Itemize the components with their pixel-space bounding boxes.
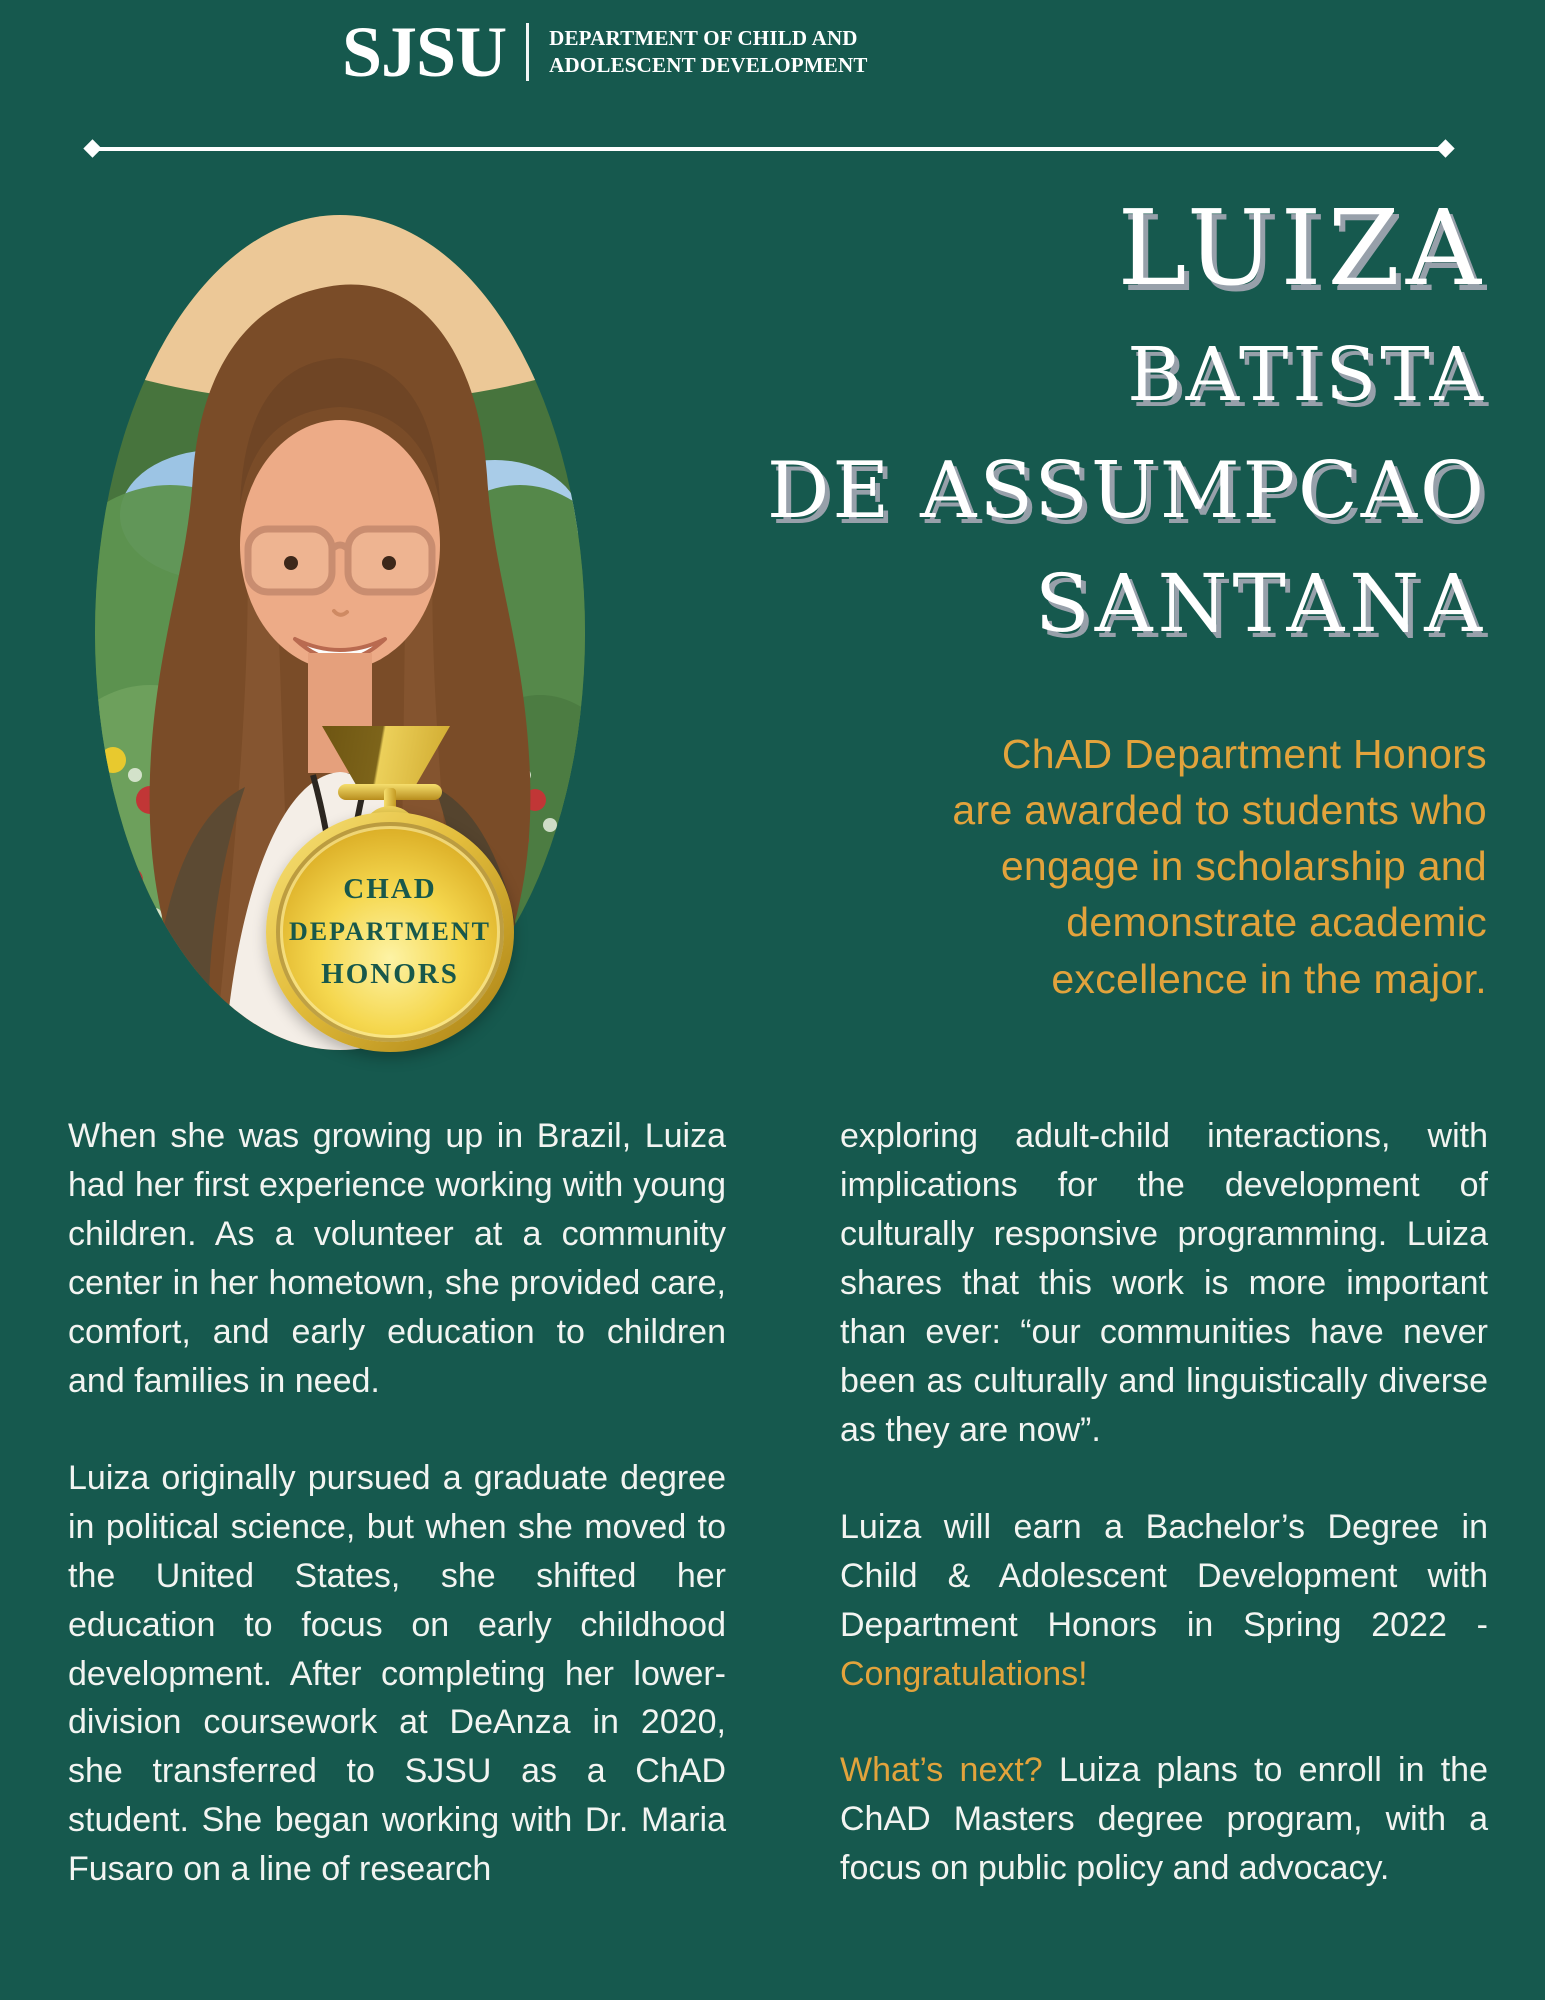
bio-column-right [840, 1112, 1488, 1893]
degree-text: Luiza will earn a Bachelor’s Degree in Child & Adolescent Development with Department Honors in Spring 2022 - [840, 1507, 1488, 1644]
bio-paragraph-whats-next [840, 1746, 1488, 1893]
honors-description-line: ChAD Department Honors [1001, 731, 1487, 777]
honors-description-line: engage in scholarship and [1000, 843, 1487, 890]
eye [284, 556, 298, 570]
bio-column-left [68, 1112, 726, 1894]
department-name-line1: DEPARTMENT OF CHILD AND [549, 25, 858, 50]
logo-divider-bar [526, 23, 529, 81]
name-line-middle2: DE ASSUMPCAO [766, 446, 1487, 536]
congratulations-highlight: Congratulations! [840, 1654, 1088, 1693]
sjsu-logo: SJSU [342, 12, 507, 92]
header [342, 12, 868, 92]
bio-paragraph: Luiza originally pursued a graduate degree in political science, but when she moved to the United States, she shifted her education to focus on early childhood development. After completing her lower-division coursework at DeAnza in 2020, she transferred to SJSU as a ChAD student. She began working with Dr. Maria Fusaro on a line of research [68, 1458, 726, 1889]
bio-paragraph: When she was growing up in Brazil, Luiza had her first experience working with young children. As a volunteer at a community center in her hometown, she provided care, comfort, and early education to children and families in need. [68, 1117, 726, 1400]
divider-diamond-right-icon [1436, 139, 1454, 157]
honors-description-line: excellence in the major. [1051, 955, 1487, 1002]
yellow-flower [100, 747, 126, 773]
medal-text-line2: DEPARTMENT [288, 917, 492, 946]
whats-next-highlight: What’s next? [840, 1751, 1043, 1790]
department-name [549, 25, 868, 80]
department-name-line2: ADOLESCENT DEVELOPMENT [549, 53, 868, 77]
honors-medal [266, 812, 514, 1052]
medal-text-line1: CHAD [343, 873, 437, 905]
eye [382, 556, 396, 570]
medal-text-line3: HONORS [321, 958, 459, 990]
bio-paragraph: exploring adult-child interactions, with implications for the development of culturally responsive programming. Luiza shares that this work is more important than ever: “our communities have never been as culturally and linguistically diverse as they are now”. [840, 1117, 1488, 1449]
divider-diamond-left-icon [83, 139, 101, 157]
whats-next-text: Luiza plans to enroll in the ChAD Masters degree program, with a focus on public policy and advocacy. [840, 1751, 1488, 1888]
name-line-first: LUIZA [1117, 187, 1487, 309]
medal-face [276, 822, 504, 1042]
name-line-last: SANTANA [1034, 557, 1487, 650]
honors-description [952, 726, 1487, 1007]
honors-description-line: are awarded to students who [952, 787, 1487, 834]
student-name-title [766, 187, 1487, 650]
name-line-middle1: BATISTA [1127, 332, 1487, 418]
bio-paragraph-degree [840, 1503, 1488, 1699]
honors-description-line: demonstrate academic [1066, 899, 1487, 946]
decorative-divider [92, 147, 1446, 151]
